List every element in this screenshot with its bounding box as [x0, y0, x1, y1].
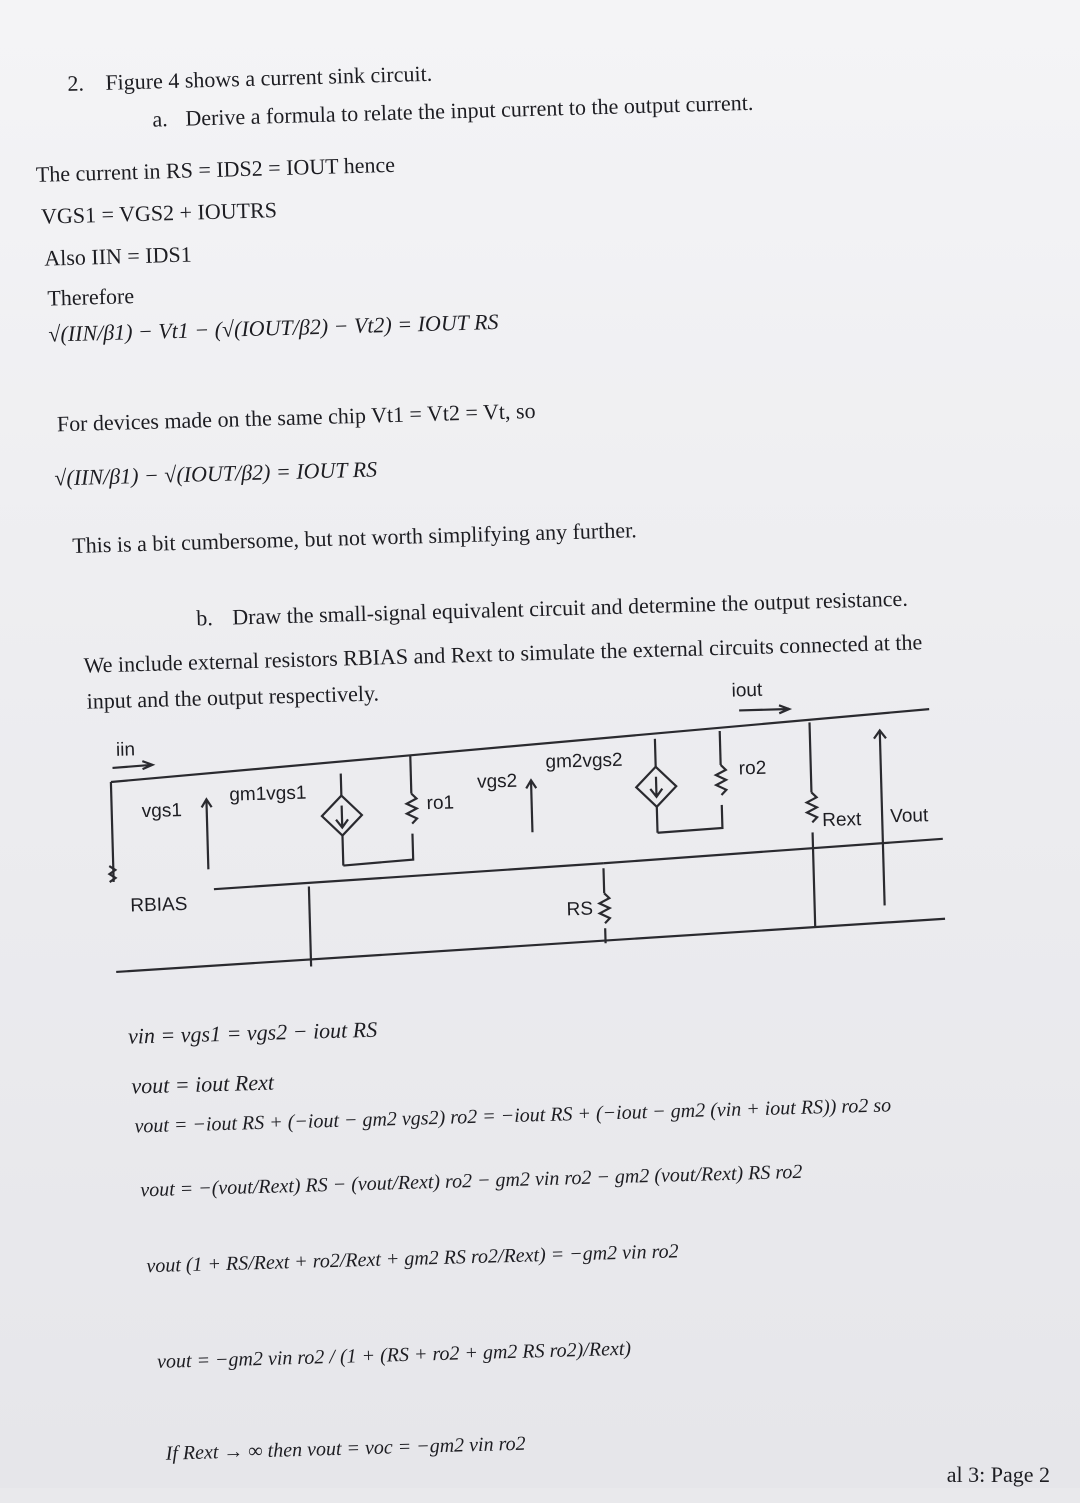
part-b-label: b. [196, 605, 214, 631]
label-iout: iout [731, 679, 763, 702]
current-line: The current in RS = IDS2 = IOUT hence [35, 151, 396, 187]
question-number: 2. [67, 70, 85, 96]
ro1-top-wire [410, 756, 411, 794]
middle-wire-left [214, 863, 604, 889]
bottom-ground-wire [115, 919, 946, 972]
label-rs: RS [566, 898, 594, 921]
middle-wire-right [603, 839, 943, 863]
vout-arrow-line [880, 731, 885, 906]
rs-zigzag [599, 893, 610, 923]
equation-vout-substituted: vout = −(vout/Rext) RS − (vout/Rext) ro2 − gm2 vin ro2 − gm2 (vout/Rext) RS ro2 [139, 1160, 803, 1202]
question-title: Figure 4 shows a current sink circuit. [105, 60, 433, 95]
equation-vout-solved: vout = −gm2 vin ro2 / (1 + (RS + ro2 + gm2 RS ro2)/Rext) [156, 1337, 632, 1373]
page-number: al 3: Page 2 [946, 1462, 1050, 1487]
gm1-ground-wire [309, 887, 311, 967]
label-ro2: ro2 [738, 757, 767, 780]
label-gm1vgs1: gm1vgs1 [229, 782, 307, 806]
also-line: Also IIN = IDS1 [43, 241, 193, 271]
rext-wire [810, 722, 816, 927]
gm2-arrow [650, 777, 663, 797]
label-vgs2: vgs2 [476, 770, 518, 793]
part-b-intro-line-2: input and the output respectively. [86, 680, 380, 714]
same-chip-line: For devices made on the same chip Vt1 = Vt2 = Vt, so [56, 398, 536, 437]
label-gm2vgs2: gm2vgs2 [545, 749, 623, 773]
equation-2: √(IIN/β1) − √(IOUT/β2) = IOUT RS [54, 456, 378, 491]
equation-open-circuit: If Rext → ∞ then vout = voc = −gm2 vin ro2 [165, 1432, 526, 1465]
ro1-bottom-wire [342, 834, 413, 866]
part-a-prompt: Derive a formula to relate the input current to the output current. [185, 89, 754, 131]
label-iin: iin [115, 739, 136, 761]
therefore-line: Therefore [47, 283, 135, 311]
equation-vout-rext: vout = iout Rext [131, 1069, 275, 1099]
part-b-prompt: Draw the small-signal equivalent circuit and determine the output resistance. [231, 585, 909, 630]
equation-vin: vin = vgs1 = vgs2 − iout RS [127, 1016, 378, 1049]
ro2-zigzag [716, 765, 727, 795]
part-b-intro-line-1: We include external resistors RBIAS and Rext to simulate the external circuits connected at the [83, 629, 923, 678]
equation-vout-expanded: vout = −iout RS + (−iout − gm2 vgs2) ro2 = −iout RS + (−iout − gm2 (vin + iout RS)) ro2 so [134, 1094, 892, 1138]
ro2-top-wire [720, 731, 721, 765]
label-ro1: ro1 [426, 792, 455, 815]
label-vout: Vout [889, 805, 929, 828]
label-vgs1: vgs1 [141, 800, 183, 823]
cumbersome-line: This is a bit cumbersome, but not worth simplifying any further. [71, 517, 637, 558]
top-input-wire [109, 709, 930, 782]
label-rbias: RBIAS [130, 893, 188, 917]
ro1-zigzag [406, 793, 417, 823]
equation-1: √(IIN/β1) − Vt1 − (√(IOUT/β2) − Vt2) = IOUT RS [48, 308, 499, 347]
vgs-line: VGS1 = VGS2 + IOUTRS [40, 197, 278, 229]
ro2-bottom-wire [657, 805, 723, 833]
vgs2-arrow-line [531, 780, 532, 832]
label-rext: Rext [821, 809, 862, 832]
equation-vout-factored: vout (1 + RS/Rext + ro2/Rext + gm2 RS ro2/Rext) = −gm2 vin ro2 [146, 1240, 679, 1278]
gm1-arrow [336, 805, 349, 827]
iin-arrow [112, 761, 152, 770]
rext-zigzag [806, 792, 817, 822]
part-a-label: a. [152, 106, 169, 132]
iout-arrow [739, 705, 789, 714]
vgs1-arrow-line [206, 799, 208, 869]
